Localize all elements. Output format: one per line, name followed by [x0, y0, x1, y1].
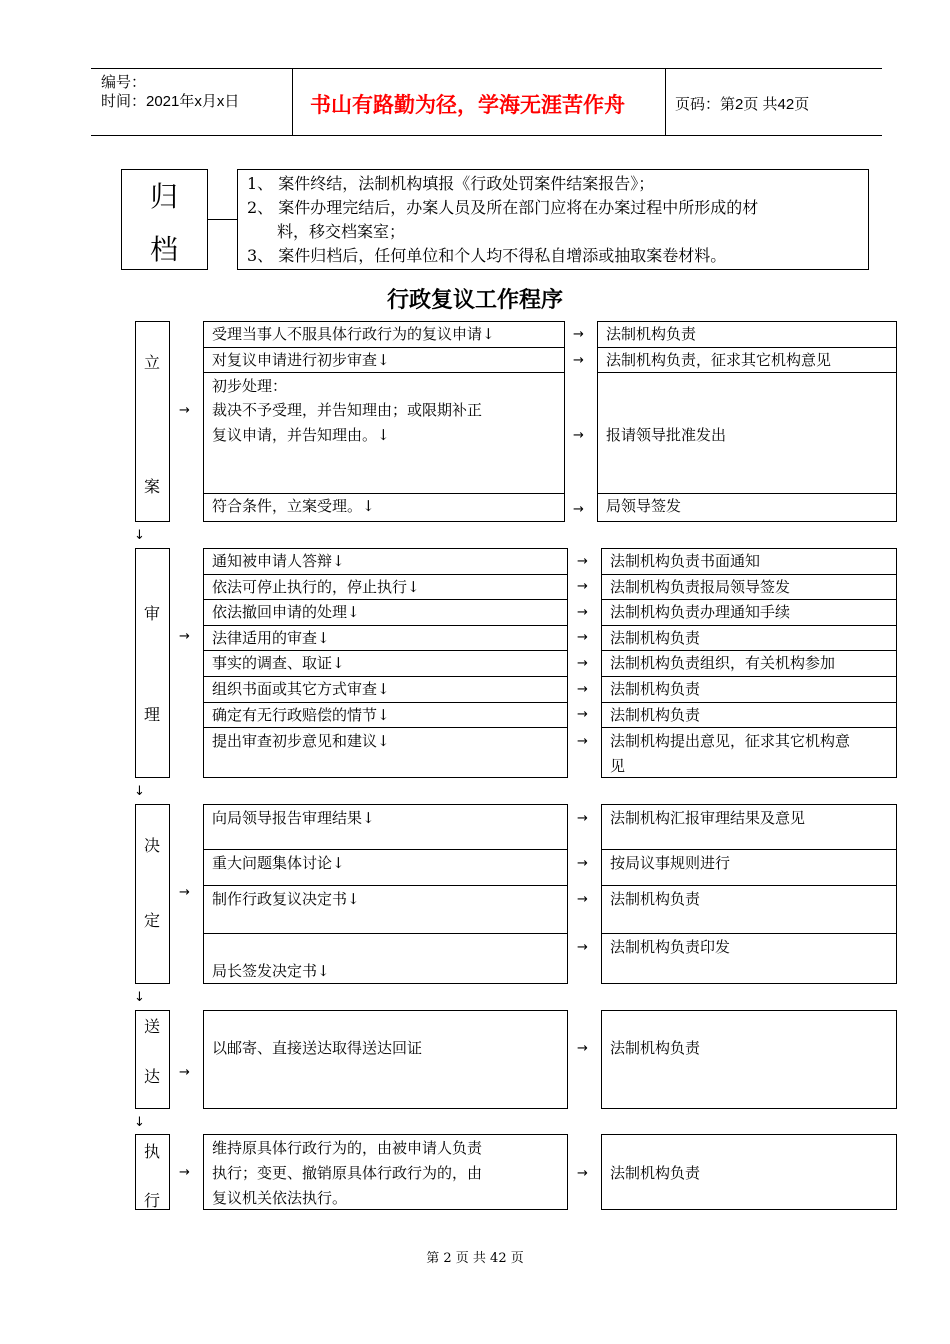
jueding-duty-divider [601, 885, 897, 886]
shenli-step-4: 法律适用的审查↓ [212, 629, 330, 647]
arrow-lian-1: → [573, 327, 584, 342]
jueding-step-divider [203, 885, 568, 886]
zhixing-step-line-3: 复议机关依法执行。 [212, 1189, 348, 1207]
stage-zhixing-char-2: 行 [143, 1191, 160, 1210]
header-divider-2 [665, 68, 666, 136]
shenli-step-3: 依法撤回申请的处理↓ [212, 603, 360, 621]
header-time: 时间：2021年x月x日 [101, 93, 240, 110]
jueding-step-divider [203, 849, 568, 850]
shenli-step-8: 提出审查初步意见和建议↓ [212, 732, 390, 750]
arrow-zhixing-into-steps: → [179, 1165, 190, 1180]
shenli-duty-6: 法制机构负责 [610, 680, 701, 698]
stage-jueding-box [135, 804, 170, 984]
jueding-step-2: 重大问题集体讨论↓ [212, 854, 345, 872]
arrow-shenli-5: → [577, 656, 588, 671]
lian-step-2: 对复议申请进行初步审查↓ [212, 351, 390, 369]
arrow-songda-1: → [577, 1041, 588, 1056]
lian-step-3-line-3: 复议申请，并告知理由。↓ [212, 426, 390, 444]
stage-shenli-box [135, 548, 170, 778]
header-page-number: 页码：第2页 共42页 [675, 96, 810, 113]
shenli-step-5: 事实的调查、取证↓ [212, 654, 345, 672]
header-divider-1 [292, 68, 293, 136]
shenli-duty-7: 法制机构负责 [610, 706, 701, 724]
arrow-down-2: ↓ [134, 784, 145, 799]
arrow-shenli-into-steps: → [179, 629, 190, 644]
zhixing-step-line-2: 执行；变更、撤销原具体行政行为的，由 [212, 1164, 483, 1182]
lian-duty-1: 法制机构负责 [606, 325, 697, 343]
arrow-jueding-3: → [577, 892, 588, 907]
arrow-down-3: ↓ [134, 990, 145, 1005]
jueding-duty-3: 法制机构负责 [610, 890, 701, 908]
arrow-jueding-2: → [577, 856, 588, 871]
arrow-zhixing-1: → [577, 1166, 588, 1181]
arrow-songda-into-steps: → [179, 1065, 190, 1080]
jueding-duty-2: 按局议事规则进行 [610, 854, 731, 872]
arrow-shenli-6: → [577, 682, 588, 697]
arrow-shenli-4: → [577, 630, 588, 645]
stage-shenli-char-1: 审 [143, 604, 160, 623]
arrow-jueding-1: → [577, 811, 588, 826]
arrow-jueding-into-steps: → [179, 885, 190, 900]
lian-step-4: 符合条件，立案受理。↓ [212, 497, 375, 515]
lian-duty-3: 报请领导批准发出 [606, 426, 727, 444]
stage-lian-char-1: 立 [143, 353, 160, 372]
jueding-duty-divider [601, 849, 897, 850]
jueding-step-divider [203, 933, 568, 934]
songda-duty-1: 法制机构负责 [610, 1039, 701, 1057]
shenli-step-2: 依法可停止执行的，停止执行↓ [212, 578, 420, 596]
jueding-step-3: 制作行政复议决定书↓ [212, 890, 360, 908]
shenli-step-6: 组织书面或其它方式审查↓ [212, 680, 390, 698]
arrow-shenli-3: → [577, 605, 588, 620]
header-bottom-rule [91, 135, 882, 136]
stage-lian-char-2: 案 [143, 477, 160, 496]
arrow-lian-2: → [573, 353, 584, 368]
shenli-duty-8-line-1: 法制机构提出意见，征求其它机构意 [610, 732, 851, 750]
arrow-lian-4: → [573, 502, 584, 517]
stage-songda-char-2: 达 [143, 1067, 160, 1086]
shenli-duty-8-line-2: 见 [610, 757, 626, 775]
header-motto: 书山有路勤为径，学海无涯苦作舟 [310, 93, 625, 117]
shenli-duty-1: 法制机构负责书面通知 [610, 552, 761, 570]
shenli-step-1: 通知被申请人答辩↓ [212, 552, 345, 570]
jueding-duty-4: 法制机构负责印发 [610, 938, 731, 956]
songda-step-1: 以邮寄、直接送达取得送达回证 [212, 1039, 423, 1057]
stage-zhixing-char-1: 执 [143, 1142, 160, 1161]
header-top-rule [91, 68, 882, 69]
shenli-duty-3: 法制机构负责办理通知手续 [610, 603, 791, 621]
zhixing-duty-1: 法制机构负责 [610, 1164, 701, 1182]
shenli-duty-4: 法制机构负责 [610, 629, 701, 647]
archive-item-2: 2、 案件办理完结后，办案人员及所在部门应将在办案过程中所形成的材 [247, 198, 759, 217]
stage-shenli-char-2: 理 [143, 705, 160, 724]
arrow-shenli-1: → [577, 554, 588, 569]
shenli-step-7: 确定有无行政赔偿的情节↓ [212, 706, 390, 724]
arrow-shenli-8: → [577, 734, 588, 749]
jueding-step-4: 局长签发决定书↓ [212, 962, 330, 980]
stage-jueding-char-1: 决 [143, 836, 160, 855]
lian-duty-2: 法制机构负责，征求其它机构意见 [606, 351, 832, 369]
arrow-shenli-2: → [577, 579, 588, 594]
stage-songda-char-1: 送 [143, 1017, 160, 1036]
archive-title-char-2: 档 [150, 233, 179, 266]
stage-jueding-char-2: 定 [143, 911, 160, 930]
archive-item-2-cont: 料，移交档案室； [277, 222, 406, 241]
jueding-step-1: 向局领导报告审理结果↓ [212, 809, 375, 827]
arrow-lian-3: → [573, 428, 584, 443]
lian-step-3-line-2: 裁决不予受理，并告知理由；或限期补正 [212, 401, 483, 419]
lian-step-1: 受理当事人不服具体行政行为的复议申请↓ [212, 325, 495, 343]
lian-step-3-line-1: 初步处理： [212, 377, 288, 395]
jueding-duty-1: 法制机构汇报审理结果及意见 [610, 809, 806, 827]
arrow-shenli-7: → [577, 707, 588, 722]
lian-duty-4: 局领导签发 [606, 497, 682, 515]
zhixing-step-line-1: 维持原具体行政行为的，由被申请人负责 [212, 1139, 483, 1157]
shenli-duty-5: 法制机构负责组织，有关机构参加 [610, 654, 836, 672]
jueding-duty-divider [601, 933, 897, 934]
footer-page-number: 第 2 页 共 42 页 [426, 1251, 524, 1266]
archive-item-1: 1、 案件终结，法制机构填报《行政处罚案件结案报告》； [247, 174, 655, 193]
archive-connector [208, 219, 237, 220]
archive-item-3: 3、 案件归档后，任何单位和个人均不得私自增添或抽取案卷材料。 [247, 246, 727, 265]
arrow-down-1: ↓ [134, 528, 145, 543]
page-title: 行政复议工作程序 [386, 287, 563, 313]
arrow-lian-into-steps: → [179, 403, 190, 418]
arrow-down-4: ↓ [134, 1115, 145, 1130]
arrow-jueding-4: → [577, 940, 588, 955]
shenli-duty-2: 法制机构负责报局领导签发 [610, 578, 791, 596]
header-number: 编号： [101, 74, 147, 91]
archive-title-char-1: 归 [150, 180, 179, 213]
